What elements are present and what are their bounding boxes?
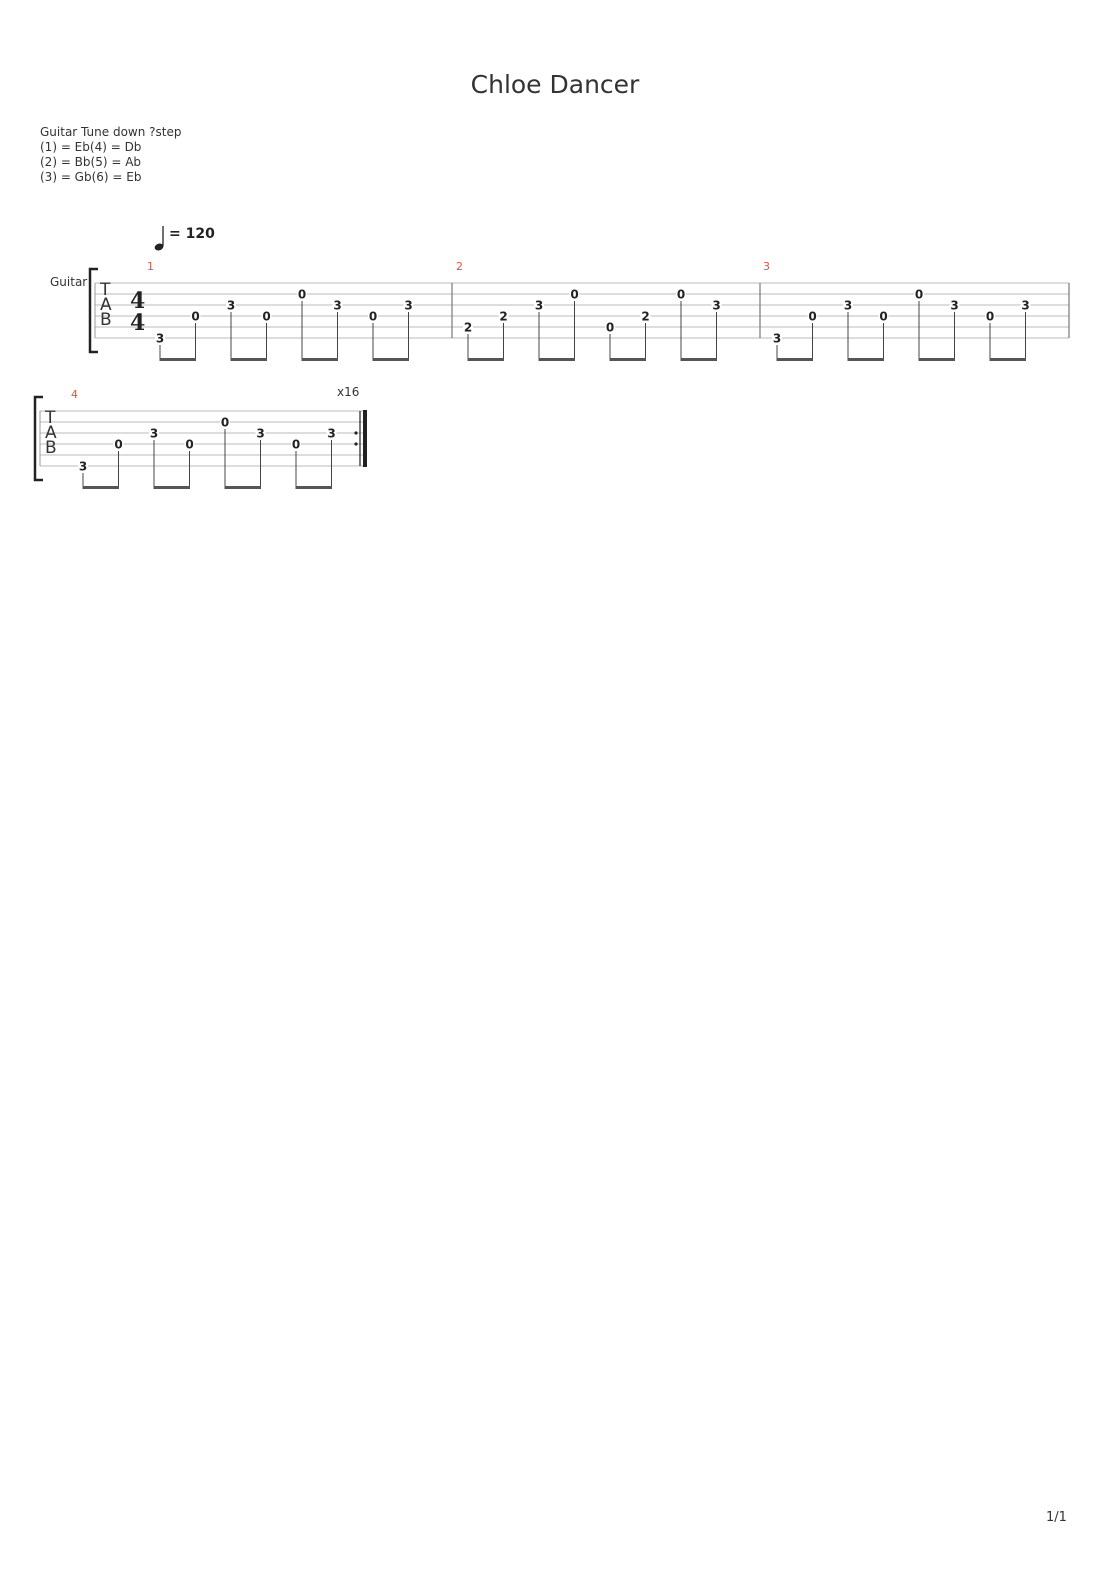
measure-number: 4 (71, 388, 78, 401)
tab-clef-letter: B (100, 310, 112, 330)
tab-clef-letter: A (45, 423, 57, 443)
fret-number: 0 (808, 309, 817, 324)
repeat-dot (354, 442, 357, 445)
tab-clef-letter: T (100, 280, 111, 300)
tuning-line: (2) = Bb(5) = Ab (40, 155, 142, 169)
beam (777, 358, 814, 361)
tuning-heading: Guitar Tune down ?step (40, 125, 182, 139)
beam (539, 358, 576, 361)
beam (373, 358, 410, 361)
fret-number: 3 (534, 298, 544, 313)
fret-number: 3 (78, 459, 88, 474)
tempo-marking (154, 226, 215, 252)
page-number: 1/1 (1046, 1510, 1067, 1525)
measure-number: 3 (763, 260, 770, 273)
fret-number: 3 (226, 298, 236, 313)
tuning-line: (1) = Eb(4) = Db (40, 140, 142, 154)
repeat-count: x16 (337, 385, 360, 399)
beam (225, 486, 262, 489)
fret-number: 0 (291, 437, 301, 452)
beam (610, 358, 647, 361)
beam (302, 358, 339, 361)
fret-number: 3 (1021, 298, 1030, 313)
measure-number: 2 (456, 260, 463, 273)
tab-clef-letter: B (45, 438, 57, 458)
fret-number: 0 (297, 287, 307, 302)
beam (468, 358, 505, 361)
fret-number: 2 (641, 309, 650, 324)
fret-number: 3 (327, 426, 336, 441)
beam (154, 486, 191, 489)
time-signature-bottom: 4 (130, 310, 146, 336)
tempo-value: = 120 (169, 226, 215, 242)
final-barline (363, 410, 367, 467)
fret-number: 0 (220, 415, 230, 430)
fret-number: 3 (149, 426, 159, 441)
beam (848, 358, 885, 361)
fret-number: 0 (676, 287, 686, 302)
system-bracket (35, 397, 43, 480)
song-title: Chloe Dancer (470, 70, 640, 99)
measure-number: 1 (147, 260, 154, 273)
beam (231, 358, 268, 361)
beam (919, 358, 956, 361)
fret-number: 3 (950, 298, 959, 313)
fret-number: 0 (605, 320, 615, 335)
repeat-dot (354, 431, 357, 434)
tuning-line: (3) = Gb(6) = Eb (40, 170, 142, 184)
fret-number: 2 (463, 320, 473, 335)
fret-number: 0 (985, 309, 995, 324)
fret-number: 0 (368, 309, 378, 324)
beam (990, 358, 1027, 361)
fret-number: 3 (256, 426, 265, 441)
fret-number: 0 (114, 437, 123, 452)
fret-number: 0 (191, 309, 200, 324)
system-bracket (90, 269, 98, 352)
time-signature-top: 4 (130, 288, 146, 314)
fret-number: 3 (843, 298, 853, 313)
fret-number: 3 (772, 331, 782, 346)
fret-number: 0 (914, 287, 924, 302)
track-name: Guitar (50, 275, 88, 289)
beam (681, 358, 718, 361)
fret-number: 2 (499, 309, 508, 324)
fret-number: 0 (185, 437, 194, 452)
beam (296, 486, 333, 489)
fret-number: 0 (879, 309, 888, 324)
beam (160, 358, 197, 361)
fret-number: 3 (155, 331, 165, 346)
fret-number: 3 (712, 298, 721, 313)
beam (83, 486, 120, 489)
fret-number: 3 (333, 298, 342, 313)
fret-number: 0 (570, 287, 579, 302)
fret-number: 3 (404, 298, 413, 313)
tab-clef-letter: A (100, 295, 112, 315)
tab-clef-letter: T (45, 408, 56, 428)
fret-number: 0 (262, 309, 271, 324)
